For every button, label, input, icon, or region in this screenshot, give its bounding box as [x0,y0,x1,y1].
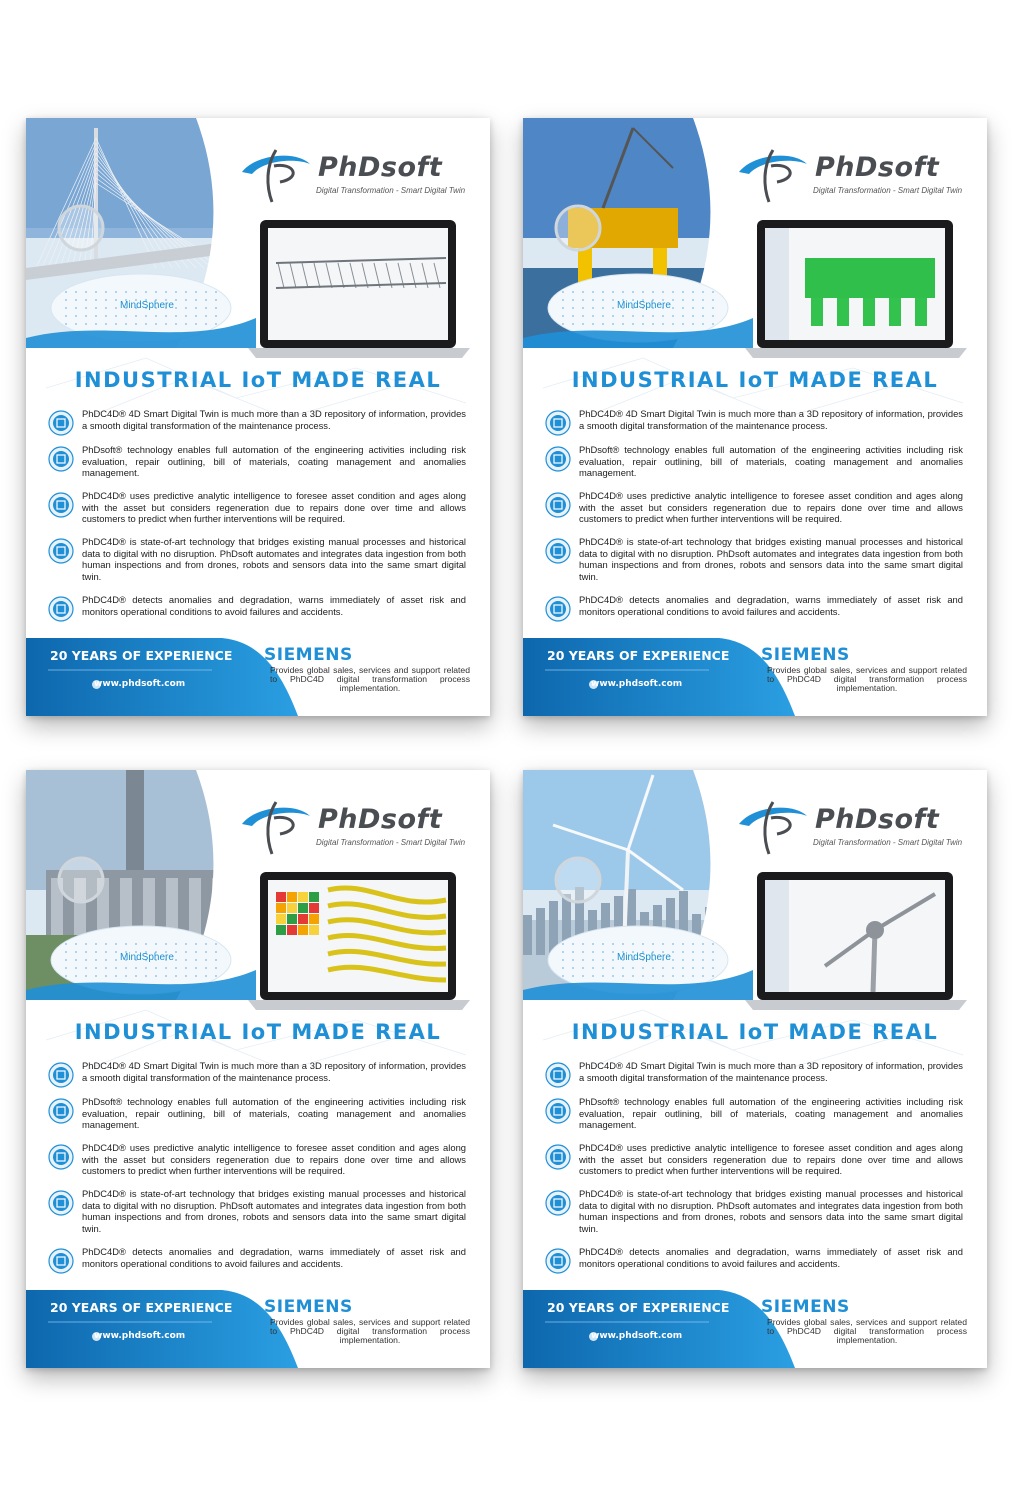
flyer-offshore-platform [523,118,987,716]
logo-swoosh-icon [733,144,813,204]
partner-name: SIEMENS [761,1297,850,1317]
experience-banner: 20 YEARS OF EXPERIENCE [547,1300,730,1315]
feature-text: PhDC4D® is state-of-art technology that bridges existing manual processes and historical data to digital with no disruption. PhDsoft automates and integrates data ingestion from both human inspections and from drones, robots and sensors data into the same smart digital twin. [82,536,466,582]
feature-text: PhDC4D® detects anomalies and degradation, warns immediately of asset risk and monitors operational conditions to avoid failures and accidents. [579,1246,963,1269]
experience-banner: 20 YEARS OF EXPERIENCE [547,648,730,663]
brain-icon [48,1144,74,1170]
phdsoft-logo [733,796,973,856]
logo-wordmark: PhDsoft [318,152,443,183]
website-link[interactable]: www.phdsoft.com [591,1331,683,1341]
brain-icon [545,492,571,518]
megaphone-icon [48,596,74,622]
feature-text: PhDC4D® detects anomalies and degradation, warns immediately of asset risk and monitors operational conditions to avoid failures and accidents. [579,594,963,617]
circuit-icon [545,538,571,564]
partner-name: SIEMENS [761,645,850,665]
brain-icon [545,1144,571,1170]
logo-wordmark: PhDsoft [815,804,940,835]
feature-text: PhDC4D® uses predictive analytic intelligence to foresee asset condition and ages along with the asset but considers regeneration due to repairs done over time and allows customers to predict when further interventions will be required. [579,1142,963,1176]
feature-text: PhDC4D® 4D Smart Digital Twin is much more than a 3D repository of information, provides a smooth digital transformation of the maintenance process. [82,1060,466,1083]
logo-swoosh-icon [236,796,316,856]
checklist-icon [48,446,74,472]
logo-swoosh-icon [733,796,813,856]
megaphone-icon [545,1248,571,1274]
flyer-wind-turbine [523,770,987,1368]
scene-photo [523,118,753,348]
logo-tagline: Digital Transformation - Smart Digital Twin [813,186,963,195]
checklist-icon [545,446,571,472]
feature-text: PhDC4D® 4D Smart Digital Twin is much more than a 3D repository of information, provides a smooth digital transformation of the maintenance process. [579,408,963,431]
laptop-mockup [745,870,967,1020]
checklist-icon [545,1098,571,1124]
circuit-icon [48,538,74,564]
logo-tagline: Digital Transformation - Smart Digital Twin [316,186,466,195]
cube-icon [48,410,74,436]
partner-description: Provides global sales, services and support related to PhDC4D digital transformation process implementation. [767,1317,967,1346]
mindsphere-label: MindSphere [120,300,174,311]
feature-text: PhDsoft® technology enables full automation of the engineering activities including risk evaluation, repair outlining, bill of materials, coating management and anomalies management. [82,444,466,478]
partner-description: Provides global sales, services and support related to PhDC4D digital transformation process implementation. [767,665,967,694]
feature-text: PhDC4D® is state-of-art technology that bridges existing manual processes and historical data to digital with no disruption. PhDsoft automates and integrates data ingestion from both human inspections and from drones, robots and sensors data into the same smart digital twin. [579,536,963,582]
mindsphere-label: MindSphere [617,952,671,963]
circuit-icon [48,1190,74,1216]
phdsoft-logo [236,144,476,204]
megaphone-icon [48,1248,74,1274]
headline: INDUSTRIAL IoT MADE REAL [74,368,442,392]
experience-banner: 20 YEARS OF EXPERIENCE [50,1300,233,1315]
phdsoft-logo [733,144,973,204]
partner-description: Provides global sales, services and support related to PhDC4D digital transformation process implementation. [270,665,470,694]
feature-text: PhDsoft® technology enables full automation of the engineering activities including risk evaluation, repair outlining, bill of materials, coating management and anomalies management. [579,444,963,478]
scene-photo [26,770,256,1000]
feature-text: PhDC4D® is state-of-art technology that bridges existing manual processes and historical data to digital with no disruption. PhDsoft automates and integrates data ingestion from both human inspections and from drones, robots and sensors data into the same smart digital twin. [82,1188,466,1234]
circuit-icon [545,1190,571,1216]
mindsphere-label: MindSphere [120,952,174,963]
experience-banner: 20 YEARS OF EXPERIENCE [50,648,233,663]
logo-swoosh-icon [236,144,316,204]
phdsoft-logo [236,796,476,856]
headline: INDUSTRIAL IoT MADE REAL [571,368,939,392]
feature-text: PhDsoft® technology enables full automation of the engineering activities including risk evaluation, repair outlining, bill of materials, coating management and anomalies management. [82,1096,466,1130]
feature-text: PhDC4D® 4D Smart Digital Twin is much more than a 3D repository of information, provides a smooth digital transformation of the maintenance process. [579,1060,963,1083]
brain-icon [48,492,74,518]
mindsphere-label: MindSphere [617,300,671,311]
laptop-mockup [248,218,470,368]
cube-icon [48,1062,74,1088]
feature-text: PhDC4D® detects anomalies and degradation, warns immediately of asset risk and monitors operational conditions to avoid failures and accidents. [82,594,466,617]
logo-tagline: Digital Transformation - Smart Digital Twin [813,838,963,847]
logo-wordmark: PhDsoft [318,804,443,835]
headline: INDUSTRIAL IoT MADE REAL [571,1020,939,1044]
feature-text: PhDC4D® 4D Smart Digital Twin is much more than a 3D repository of information, provides a smooth digital transformation of the maintenance process. [82,408,466,431]
cube-icon [545,410,571,436]
partner-name: SIEMENS [264,645,353,665]
website-link[interactable]: www.phdsoft.com [591,679,683,689]
checklist-icon [48,1098,74,1124]
cube-icon [545,1062,571,1088]
scene-photo [523,770,753,1000]
feature-text: PhDC4D® uses predictive analytic intelligence to foresee asset condition and ages along with the asset but considers regeneration due to repairs done over time and allows customers to predict when further interventions will be required. [82,490,466,524]
website-link[interactable]: www.phdsoft.com [94,1331,186,1341]
flyer-bridge [26,118,490,716]
feature-text: PhDsoft® technology enables full automation of the engineering activities including risk evaluation, repair outlining, bill of materials, coating management and anomalies management. [579,1096,963,1130]
headline: INDUSTRIAL IoT MADE REAL [74,1020,442,1044]
website-link[interactable]: www.phdsoft.com [94,679,186,689]
partner-name: SIEMENS [264,1297,353,1317]
feature-text: PhDC4D® uses predictive analytic intelligence to foresee asset condition and ages along with the asset but considers regeneration due to repairs done over time and allows customers to predict when further interventions will be required. [579,490,963,524]
feature-text: PhDC4D® detects anomalies and degradation, warns immediately of asset risk and monitors operational conditions to avoid failures and accidents. [82,1246,466,1269]
megaphone-icon [545,596,571,622]
feature-text: PhDC4D® is state-of-art technology that bridges existing manual processes and historical data to digital with no disruption. PhDsoft automates and integrates data ingestion from both human inspections and from drones, robots and sensors data into the same smart digital twin. [579,1188,963,1234]
flyer-power-plant [26,770,490,1368]
logo-tagline: Digital Transformation - Smart Digital Twin [316,838,466,847]
scene-photo [26,118,256,348]
logo-wordmark: PhDsoft [815,152,940,183]
laptop-mockup [745,218,967,368]
laptop-mockup [248,870,470,1020]
partner-description: Provides global sales, services and support related to PhDC4D digital transformation process implementation. [270,1317,470,1346]
feature-text: PhDC4D® uses predictive analytic intelligence to foresee asset condition and ages along with the asset but considers regeneration due to repairs done over time and allows customers to predict when further interventions will be required. [82,1142,466,1176]
